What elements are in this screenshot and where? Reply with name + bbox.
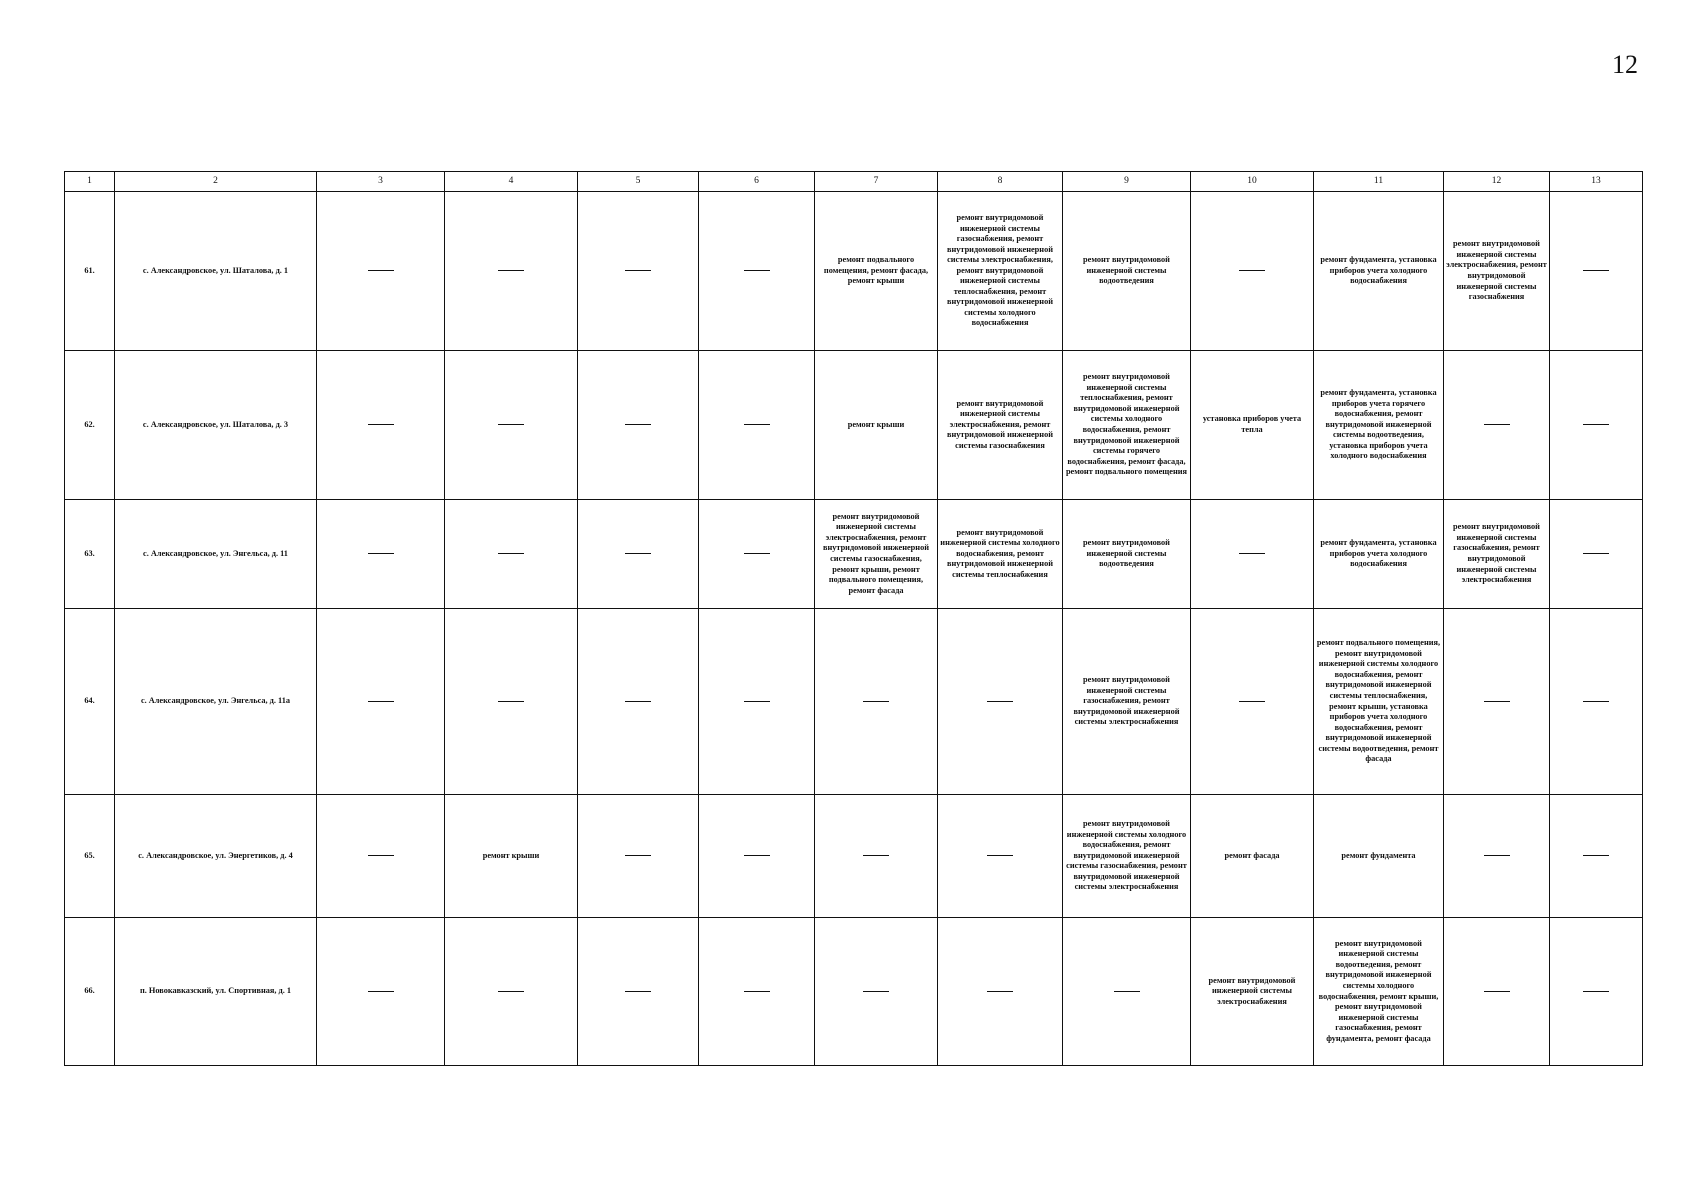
empty-dash: [625, 991, 651, 992]
empty-dash: [1484, 991, 1510, 992]
empty-dash: [368, 553, 394, 554]
table-cell: [1444, 609, 1550, 795]
row-number: 66.: [65, 918, 115, 1066]
empty-dash: [368, 270, 394, 271]
empty-dash: [1583, 855, 1609, 856]
column-header: 4: [445, 172, 578, 192]
table-cell: [938, 795, 1063, 918]
table-row: [65, 918, 1643, 1066]
empty-dash: [987, 701, 1013, 702]
table-cell: [699, 609, 815, 795]
empty-dash: [1239, 270, 1265, 271]
column-header: 1: [65, 172, 115, 192]
column-header: 10: [1191, 172, 1314, 192]
table-cell: ремонт фундамента: [1314, 795, 1444, 918]
table-cell: [938, 609, 1063, 795]
row-address: с. Александровское, ул. Шаталова, д. 3: [115, 351, 317, 500]
table-cell: ремонт внутридомовой инженерной системы водоотведения: [1063, 192, 1191, 351]
table-cell: ремонт внутридомовой инженерной системы газоснабжения, ремонт внутридомовой инженерной системы электроснабжения: [1063, 609, 1191, 795]
empty-dash: [744, 855, 770, 856]
empty-dash: [987, 855, 1013, 856]
empty-dash: [498, 424, 524, 425]
table-row: [65, 500, 1643, 609]
table-cell: [1444, 351, 1550, 500]
table-row: [65, 192, 1643, 351]
table-cell: [578, 609, 699, 795]
empty-dash: [498, 553, 524, 554]
column-number-row: [65, 172, 1643, 192]
table-cell: [317, 192, 445, 351]
table-cell: [1550, 500, 1643, 609]
table-cell: [317, 795, 445, 918]
row-address: с. Александровское, ул. Шаталова, д. 1: [115, 192, 317, 351]
empty-dash: [1583, 553, 1609, 554]
table-cell: ремонт внутридомовой инженерной системы водоотведения, ремонт внутридомовой инженерной системы холодного водоснабжения, ремонт крыши, ремонт внутридомовой инженерной системы газоснабжения, ремонт фундамента, ремонт фасада: [1314, 918, 1444, 1066]
table-cell: [578, 795, 699, 918]
table-cell: ремонт внутридомовой инженерной системы холодного водоснабжения, ремонт внутридомовой инженерной системы теплоснабжения: [938, 500, 1063, 609]
table-cell: [578, 918, 699, 1066]
table-cell: [317, 918, 445, 1066]
row-address: с. Александровское, ул. Энергетиков, д. 4: [115, 795, 317, 918]
column-header: 8: [938, 172, 1063, 192]
empty-dash: [744, 553, 770, 554]
empty-dash: [1484, 701, 1510, 702]
empty-dash: [368, 855, 394, 856]
empty-dash: [625, 270, 651, 271]
empty-dash: [625, 553, 651, 554]
empty-dash: [1239, 553, 1265, 554]
table-cell: [445, 192, 578, 351]
empty-dash: [1583, 424, 1609, 425]
table-cell: ремонт крыши: [445, 795, 578, 918]
empty-dash: [1484, 424, 1510, 425]
empty-dash: [863, 991, 889, 992]
table-cell: [578, 351, 699, 500]
table-cell: установка приборов учета тепла: [1191, 351, 1314, 500]
table-cell: [699, 500, 815, 609]
empty-dash: [498, 270, 524, 271]
table-cell: ремонт подвального помещения, ремонт фасада, ремонт крыши: [815, 192, 938, 351]
table-cell: ремонт внутридомовой инженерной системы электроснабжения, ремонт внутридомовой инженерной системы газоснабжения: [938, 351, 1063, 500]
row-number: 64.: [65, 609, 115, 795]
table-cell: ремонт внутридомовой инженерной системы электроснабжения: [1191, 918, 1314, 1066]
empty-dash: [744, 424, 770, 425]
empty-dash: [625, 855, 651, 856]
table-cell: [317, 609, 445, 795]
empty-dash: [368, 701, 394, 702]
table-cell: [1444, 795, 1550, 918]
column-header: 12: [1444, 172, 1550, 192]
table-cell: [699, 795, 815, 918]
table-cell: [317, 500, 445, 609]
empty-dash: [1583, 701, 1609, 702]
table-cell: ремонт фасада: [1191, 795, 1314, 918]
column-header: 13: [1550, 172, 1643, 192]
table-row: [65, 795, 1643, 918]
table-cell: [815, 795, 938, 918]
table-cell: ремонт внутридомовой инженерной системы водоотведения: [1063, 500, 1191, 609]
table-cell: [1191, 192, 1314, 351]
table-cell: [1550, 192, 1643, 351]
empty-dash: [744, 701, 770, 702]
table-cell: [699, 192, 815, 351]
table-cell: ремонт внутридомовой инженерной системы электроснабжения, ремонт внутридомовой инженерной системы газоснабжения, ремонт крыши, ремонт подвального помещения, ремонт фасада: [815, 500, 938, 609]
empty-dash: [368, 424, 394, 425]
row-address: с. Александровское, ул. Энгельса, д. 11: [115, 500, 317, 609]
repair-schedule-table: [64, 171, 1643, 1066]
column-header: 9: [1063, 172, 1191, 192]
table-cell: [699, 918, 815, 1066]
table-cell: ремонт крыши: [815, 351, 938, 500]
table-cell: [815, 609, 938, 795]
empty-dash: [1114, 991, 1140, 992]
empty-dash: [498, 991, 524, 992]
table-cell: [1444, 918, 1550, 1066]
empty-dash: [625, 424, 651, 425]
table-cell: [445, 351, 578, 500]
row-number: 65.: [65, 795, 115, 918]
column-header: 5: [578, 172, 699, 192]
table-cell: ремонт внутридомовой инженерной системы электроснабжения, ремонт внутридомовой инженерной системы газоснабжения: [1444, 192, 1550, 351]
table-cell: ремонт подвального помещения, ремонт внутридомовой инженерной системы холодного водоснабжения, ремонт внутридомовой инженерной системы теплоснабжения, ремонт крыши, установка приборов учета холодного водоснабжения, ремонт внутридомовой инженерной системы водоотведения, ремонт фасада: [1314, 609, 1444, 795]
table-cell: ремонт фундамента, установка приборов учета холодного водоснабжения: [1314, 192, 1444, 351]
empty-dash: [1583, 270, 1609, 271]
empty-dash: [498, 701, 524, 702]
table-row: [65, 609, 1643, 795]
column-header: 2: [115, 172, 317, 192]
table-cell: [578, 500, 699, 609]
row-address: с. Александровское, ул. Энгельса, д. 11а: [115, 609, 317, 795]
column-header: 11: [1314, 172, 1444, 192]
empty-dash: [368, 991, 394, 992]
column-header: 3: [317, 172, 445, 192]
table-cell: ремонт фундамента, установка приборов учета горячего водоснабжения, ремонт внутридомовой инженерной системы водоотведения, установка приборов учета холодного водоснабжения: [1314, 351, 1444, 500]
table-cell: [1191, 500, 1314, 609]
row-address: п. Новокавказский, ул. Спортивная, д. 1: [115, 918, 317, 1066]
table-cell: [938, 918, 1063, 1066]
table-row: [65, 351, 1643, 500]
table-cell: [317, 351, 445, 500]
page-number: 12: [1612, 50, 1638, 79]
table-cell: [1550, 795, 1643, 918]
column-header: 7: [815, 172, 938, 192]
table-cell: [699, 351, 815, 500]
row-number: 61.: [65, 192, 115, 351]
table-cell: ремонт внутридомовой инженерной системы газоснабжения, ремонт внутридомовой инженерной системы электроснабжения, ремонт внутридомовой инженерной системы теплоснабжения, ремонт внутридомовой инженерной системы холодного водоснабжения: [938, 192, 1063, 351]
table-cell: [1550, 609, 1643, 795]
table-cell: [1550, 918, 1643, 1066]
table-cell: ремонт внутридомовой инженерной системы газоснабжения, ремонт внутридомовой инженерной системы электроснабжения: [1444, 500, 1550, 609]
table-cell: [578, 192, 699, 351]
empty-dash: [1484, 855, 1510, 856]
empty-dash: [863, 701, 889, 702]
table-cell: [1550, 351, 1643, 500]
table-cell: [445, 609, 578, 795]
table-cell: ремонт внутридомовой инженерной системы теплоснабжения, ремонт внутридомовой инженерной системы холодного водоснабжения, ремонт внутридомовой инженерной системы горячего водоснабжения, ремонт фасада, ремонт подвального помещения: [1063, 351, 1191, 500]
table-cell: [445, 500, 578, 609]
table-cell: [1191, 609, 1314, 795]
empty-dash: [625, 701, 651, 702]
row-number: 62.: [65, 351, 115, 500]
row-number: 63.: [65, 500, 115, 609]
empty-dash: [1239, 701, 1265, 702]
table-cell: [815, 918, 938, 1066]
empty-dash: [863, 855, 889, 856]
table-cell: ремонт внутридомовой инженерной системы холодного водоснабжения, ремонт внутридомовой инженерной системы газоснабжения, ремонт внутридомовой инженерной системы электроснабжения: [1063, 795, 1191, 918]
empty-dash: [1583, 991, 1609, 992]
empty-dash: [744, 270, 770, 271]
table-cell: [445, 918, 578, 1066]
table-cell: [1063, 918, 1191, 1066]
empty-dash: [744, 991, 770, 992]
empty-dash: [987, 991, 1013, 992]
table-cell: ремонт фундамента, установка приборов учета холодного водоснабжения: [1314, 500, 1444, 609]
column-header: 6: [699, 172, 815, 192]
